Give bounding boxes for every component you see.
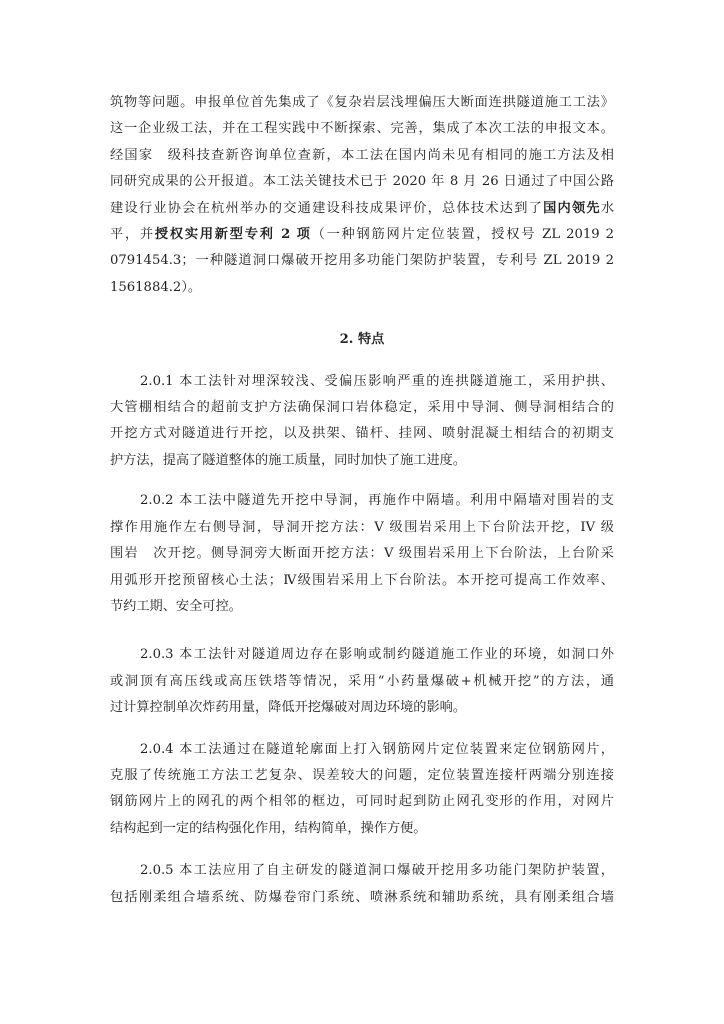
line-text: 本工法应用了自主研发的隧道洞口爆破开挖用多功能门架防护装置， (179, 863, 614, 879)
line-text: 本工法针对隧道周边存在影响或制约隧道施工作业的环境，如洞口外 (179, 647, 614, 663)
section-heading: 2. 特点 (339, 332, 385, 348)
paragraph-line: 大管棚相结合的超前支护方法确保洞口岩体稳定，采用中导洞、侧导洞相结合的 (110, 400, 614, 416)
emphasis-text: 国内领先 (543, 200, 601, 216)
paragraph-line: 护方法，提高了隧道整体的施工质量，同时加快了施工进度。 (110, 452, 467, 468)
line-text: 平，并 (110, 227, 155, 243)
paragraph-line: 用弧形开挖预留核心土法；Ⅳ级围岩采用上下台阶法。本开挖可提高工作效率、 (110, 572, 614, 588)
paragraph-line: 过计算控制单次炸药用量，降低开挖爆破对周边环境的影响。 (110, 700, 467, 716)
feature-paragraph-2-0-5 (110, 858, 614, 911)
emphasis-text: 授权实用新型专利 2 项 (154, 227, 312, 243)
feature-paragraph-2-0-3 (110, 642, 614, 721)
clause-number: 2.0.3 (140, 647, 174, 663)
paragraph-line: 同研究成果的公开报道。本工法关键技术已于 2020 年 8 月 26 日通过了中国公路 (110, 174, 614, 190)
paragraph-line: 0791454.3；一种隧道洞口爆破开挖用多功能门架防护装置，专利号 ZL 2019 2 (110, 253, 614, 269)
paragraph-line: 围岩 次开挖。侧导洞旁大断面开挖方法：V 级围岩采用上下台阶法，上台阶采 (110, 546, 614, 562)
paragraph-line (110, 369, 614, 395)
paragraph-line: 撑作用施作左右侧导洞，导洞开挖方法：V 级围岩采用上下台阶法开挖，IV 级 (110, 519, 614, 535)
line-text: 本工法通过在隧道轮廓面上打入钢筋网片定位装置来定位钢筋网片， (179, 741, 614, 757)
clause-number: 2.0.4 (140, 741, 174, 757)
line-text: （一种钢筋网片定位装置，授权号 ZL 2019 2 (311, 227, 615, 243)
line-text: 本工法针对埋深较浅、受偏压影响严重的连拱隧道施工，采用护拱、 (179, 373, 614, 389)
paragraph-line: 1561884.2）。 (110, 279, 202, 295)
feature-paragraph-2-0-4 (110, 737, 614, 843)
intro-paragraph (110, 90, 614, 301)
paragraph-line (110, 196, 614, 222)
paragraph-line: 结构起到一定的结构强化作用，结构简单，操作方便。 (110, 820, 427, 836)
paragraph-line: 钢筋网片上的网孔的两个相邻的框边，可同时起到防止网孔变形的作用，对网片 (110, 794, 614, 810)
paragraph-line: 这一企业级工法，并在工程实践中不断探索、完善，集成了本次工法的申报文本。 (110, 121, 614, 137)
clause-number: 2.0.5 (140, 863, 174, 879)
paragraph-line (110, 858, 614, 884)
paragraph-line: 克服了传统施工方法工艺复杂、误差较大的问题，定位装置连接杆两端分别连接 (110, 767, 614, 783)
line-text: 水 (600, 200, 615, 216)
paragraph-line: 开挖方式对隧道进行开挖，以及拱架、锚杆、挂网、喷射混凝土相结合的初期支 (110, 426, 614, 442)
paragraph-line (110, 488, 614, 514)
paragraph-line: 包括刚柔组合墙系统、防爆卷帘门系统、喷淋系统和辅助系统，具有刚柔组合墙 (110, 889, 614, 905)
paragraph-line (110, 222, 614, 248)
feature-paragraph-2-0-1 (110, 369, 614, 475)
line-text: 本工法中隧道先开挖中导洞，再施作中隔墙。利用中隔墙对围岩的支 (179, 493, 614, 509)
feature-paragraph-2-0-2 (110, 488, 614, 620)
paragraph-line (110, 737, 614, 763)
paragraph-line: 节约工期、安全可控。 (110, 598, 242, 614)
clause-number: 2.0.1 (140, 373, 174, 389)
paragraph-line: 或洞顶有高压线或高压铁塔等情况，采用“小药量爆破+机械开挖”的方法，通 (110, 673, 614, 689)
paragraph-line: 筑物等问题。申报单位首先集成了《复杂岩层浅埋偏压大断面连拱隧道施工工法》 (110, 95, 614, 110)
clause-number: 2.0.2 (140, 493, 174, 509)
paragraph-line (110, 642, 614, 668)
page-content (110, 90, 614, 911)
paragraph-line: 经国家 级科技查新咨询单位查新，本工法在国内尚未见有相同的施工方法及相 (110, 147, 614, 163)
line-text: 建设行业协会在杭州举办的交通建设科技成果评价，总体技术达到了 (110, 200, 544, 216)
